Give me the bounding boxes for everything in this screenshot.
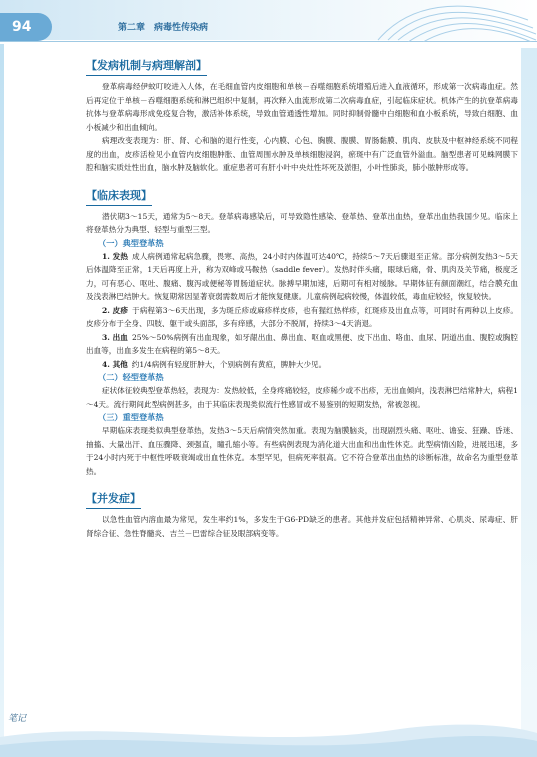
section-heading-clinical: 【临床表现】 [86,186,152,206]
subheading-typical: （一）典型登革热 [98,237,164,248]
section-heading-complications: 【并发症】 [86,489,141,509]
chapter-title: 第二章 病毒性传染病 [118,23,209,33]
item-lead: 3. 出血 [102,332,128,342]
paragraph-other: 4. 其他 约1/4病例有轻度肝肿大，个别病例有黄疸，脾肿大少见。 [102,359,327,369]
paragraph-incubation: 潜伏期3～15天，通常为5～8天。登革病毒感染后，可导致隐性感染、登革热、登革出血热，登革出血热我国少见。临床上将登革热分为典型、轻型与重型三型。 [86,211,518,234]
section-heading-pathogenesis: 【发病机制与病理解剖】 [86,56,207,76]
paragraph-rash: 2. 皮疹 于病程第3～6天出现，多为斑丘疹或麻疹样皮疹，也有猩红热样疹，红斑疹及出血点等，可同时有两种以上皮疹。皮疹分布于全身、四肢、躯干或头面部，多有痒感，大部分不脱屑，持续3～4天消退。 [86,305,518,328]
footer-wave-decoration [0,711,537,757]
item-lead: 2. 皮疹 [102,305,129,315]
margin-note-label: 笔记 [8,714,27,724]
paragraph-severe: 早期临床表现类似典型登革热，发热3～5天后病情突然加重。表现为脑膜脑炎，出现剧烈头痛、呕吐、谵妄、狂躁、昏迷、抽搐、大量出汗、血压骤降、颈强直，瞳孔缩小等。有些病例表现为消化道大出血和出血性休克。此型病情凶险，进展迅速，多于24小时内死于中枢性呼吸衰竭或出血性休克。本型罕见，但病死率很高。它不符合登革出血热的诊断标准，故命名为重型登革热。 [86,426,518,476]
subheading-severe: （三）重型登革热 [98,412,164,422]
page-number: 94 [0,13,52,41]
item-lead: 1. 发热 [102,251,129,261]
paragraph-mild: 症状体征较典型登革热轻，表现为：发热较低，全身疼痛较轻，皮疹稀少或不出疹，无出血倾向，浅表淋巴结常肿大，病程1～4天。流行期间此型病例甚多，由于其临床表现类似流行性感冒或不易鉴别的短期发热，常被忽视。 [86,386,518,409]
paragraph-complications: 以急性血管内溶血最为常见，发生率约1%，多发生于G6-PD缺乏的患者。其他并发症包括精神异常、心肌炎、尿毒症、肝肾综合征、急性脊髓炎、吉兰－巴雷综合征及眼部病变等。 [86,515,518,538]
subheading-mild: （二）轻型登革热 [98,372,164,382]
paragraph-pathogenesis: 登革病毒经伊蚊叮咬进入人体，在毛细血管内皮细胞和单核－吞噬细胞系统增殖后进入血液循环，形成第一次病毒血症。然后再定位于单核－吞噬细胞系统和淋巴组织中复制，再次释入血流形成第二次病毒血症，引起临床症状。机体产生的抗登革病毒抗体与登革病毒形成免疫复合物，激活补体系统，导致血管通透性增加。同时抑制骨髓中白细胞和血小板系统，导致白细胞、血小板减少和出血倾向。 [86,82,518,132]
right-margin-bar [521,48,537,757]
item-lead: 4. 其他 [102,359,128,369]
page-body [86,54,518,540]
paragraph-bleeding: 3. 出血 25%～50%病例有出血现象，如牙龈出血、鼻出血、呕血或黑便、皮下出血、咯血、血尿、阴道出血、腹腔或胸腔出血等，出血多发生在病程的第5～8天。 [86,332,518,355]
paragraph-pathology: 病理改变表现为：肝、肾、心和脑的退行性变，心内膜、心包、胸膜、腹膜、胃肠黏膜、肌肉、皮肤及中枢神经系统不同程度的出血，皮疹活检见小血管内皮细胞肿胀、血管周围水肿及单核细胞浸润，瘀斑中有广泛血管外溢血。脑型患者可见蛛网膜下腔和脑实质灶性出血，脑水肿及脑软化。重症患者可有肝小叶中央灶性坏死及淤胆，小叶性肺炎，肺小脓肿形成等。 [86,136,518,172]
left-margin-bar [0,44,4,757]
paragraph-fever: 1. 发热 成人病例通常起病急骤，畏寒、高热，24小时内体温可达40℃，持续5～7天后骤退至正常。部分病例发热3～5天后体温降至正常，1天后再度上升，称为双峰或马鞍热（saddle fever）。发热时伴头痛，眼球后痛，骨、肌肉及关节痛，极度乏力，可有恶心、呕吐、腹痛、腹泻或便秘等胃肠道症状。脉搏早期加速，后期可有相对缓脉。早期体征有颜面潮红，结合膜充血及浅表淋巴结肿大。恢复期常因显著衰弱需数周后才能恢复健康。儿童病例起病较慢，体温较低，毒血症较轻，恢复较快。 [86,251,518,301]
header-swirl-decoration [368,0,537,42]
